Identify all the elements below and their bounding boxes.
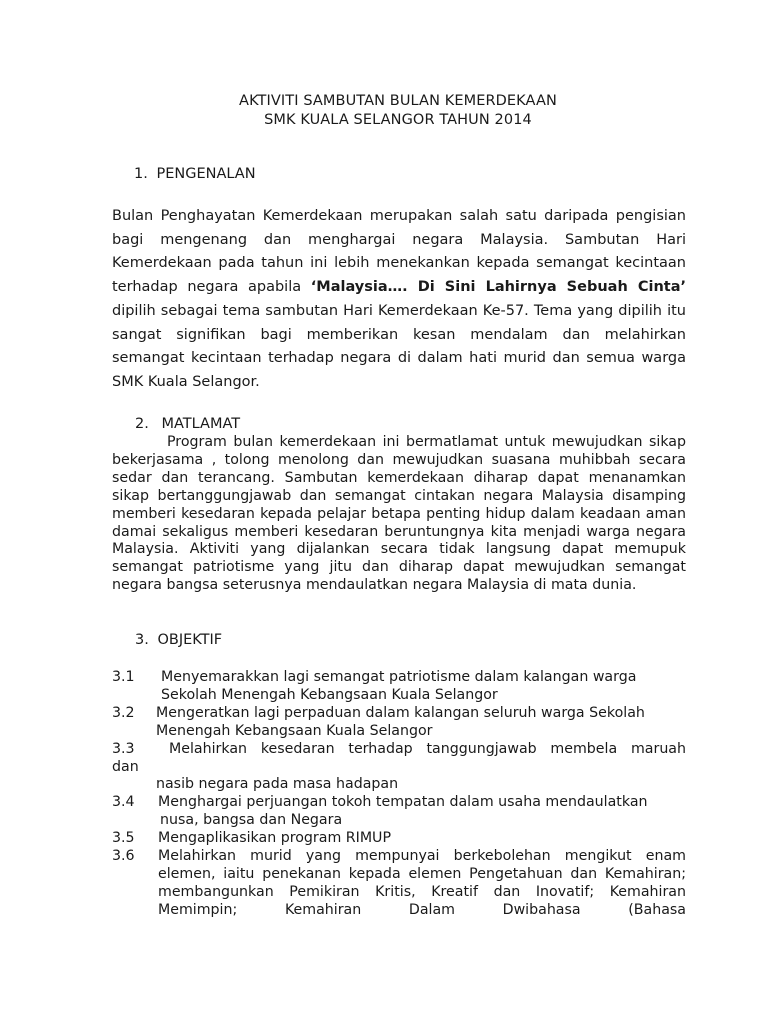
section-2-paragraph	[112, 434, 686, 595]
section-1-text-b: dipilih sebagai tema sambutan Hari Kemerdekaan Ke-57. Tema yang dipilih itu sangat signifikan bagi memberikan kesan mendalam dan melahirkan semangat kecintaan terhadap negara di dalam hati murid dan semua warga SMK Kuala Selangor.	[112, 302, 686, 390]
list-item	[112, 848, 686, 920]
document-title-line2: SMK KUALA SELANGOR TAHUN 2014	[264, 112, 532, 128]
objective-list	[112, 669, 686, 920]
objective-text: Mengeratkan lagi perpaduan dalam kalangan seluruh warga Sekolah	[156, 704, 645, 721]
objective-text: Menyemarakkan lagi semangat patriotisme dalam kalangan warga	[161, 669, 637, 685]
objective-text: Melahirkan murid yang mempunyai berkebolehan mengikut enam elemen, iaitu penekanan kepada elemen Pengetahuan dan Kemahiran; membangunkan Pemikiran Kritis, Kreatif dan Inovatif; Kemahiran Memimpin; Kemahiran Dalam Dwibahasa (Bahasa	[158, 848, 686, 918]
objective-text: Mengaplikasikan program RIMUP	[158, 830, 391, 847]
section-1-theme: ‘Malaysia…. Di Sini Lahirnya Sebuah Cinta’	[310, 279, 686, 296]
objective-number: 3.4	[112, 794, 135, 811]
list-item	[112, 830, 686, 848]
objective-text: Menghargai perjuangan tokoh tempatan dalam usaha mendaulatkan	[158, 794, 648, 811]
objective-text-wrap: dan	[112, 758, 139, 775]
objective-number: 3.2	[112, 704, 135, 721]
section-3-title: OBJEKTIF	[157, 632, 223, 648]
section-3-number: 3.	[135, 632, 149, 648]
section-2-number: 2.	[135, 416, 149, 432]
section-3-heading	[135, 632, 222, 648]
section-2-text: Program bulan kemerdekaan ini bermatlamat untuk mewujudkan sikap bekerjasama , tolong menolong dan mewujudkan suasana muhibbah secara sedar dan terancang. Sambutan kemerdekaan diharap dapat menanamkan sikap bertanggungjawab dan semangat cintakan negara Malaysia disamping memberi kesedaran kepada pelajar betapa penting hidup dalam keadaan aman damai sekaligus memberi kesedaran beruntungnya kita menjadi warga negara Malaysia. Aktiviti yang dijalankan secara tidak langsung dapat memupuk semangat patriotisme yang jitu dan diharap dapat mewujudkan semangat negara bangsa seterusnya mendaulatkan negara Malaysia di mata dunia.	[112, 434, 686, 594]
objective-text: Melahirkan kesedaran terhadap tanggungjawab membela maruah	[169, 740, 686, 757]
section-1-text-a: Bulan Penghayatan Kemerdekaan merupakan salah satu daripada pengisian bagi mengenang dan menghargai negara Malaysia. Sambutan Hari Kemerdekaan pada tahun ini lebih menekankan kepada semangat kecintaan terhadap negara apabila	[112, 208, 686, 296]
document-title-line1: AKTIVITI SAMBUTAN BULAN KEMERDEKAAN	[239, 93, 557, 109]
objective-number: 3.6	[112, 848, 135, 865]
objective-text-cont: nusa, bangsa dan Negara	[160, 812, 343, 829]
section-1-number: 1.	[134, 166, 148, 182]
list-item	[112, 741, 686, 795]
section-1-title: PENGENALAN	[156, 166, 256, 182]
objective-number: 3.1	[112, 669, 135, 685]
objective-number: 3.5	[112, 830, 135, 847]
objective-text-cont: nasib negara pada masa hadapan	[156, 776, 399, 793]
section-2-heading	[135, 416, 240, 432]
list-item	[112, 669, 686, 705]
objective-number: 3.3	[112, 740, 135, 757]
section-1-heading	[134, 166, 256, 182]
section-1-paragraph	[112, 205, 686, 395]
list-item	[112, 794, 686, 830]
list-item	[112, 705, 686, 741]
section-2-title: MATLAMAT	[161, 416, 241, 432]
objective-text-cont: Menengah Kebangsaan Kuala Selangor	[156, 722, 433, 739]
objective-text-cont: Sekolah Menengah Kebangsaan Kuala Selangor	[161, 686, 498, 703]
